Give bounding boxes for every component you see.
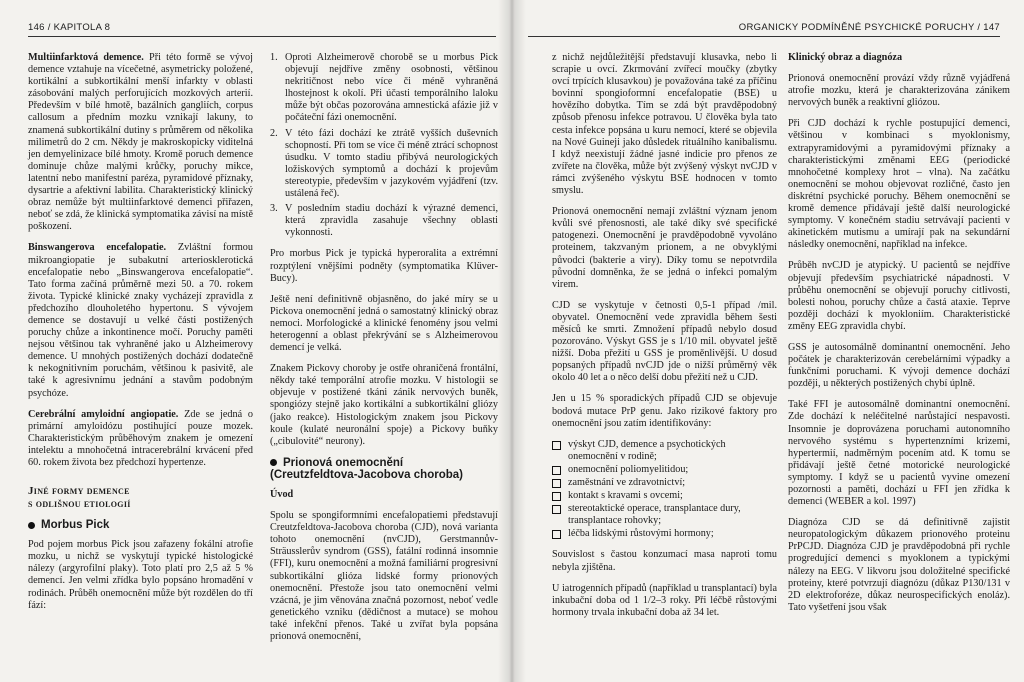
list-item	[270, 203, 498, 239]
right-header-rule	[528, 36, 1000, 37]
risk-factor-list	[552, 439, 777, 541]
list-item	[552, 439, 777, 463]
paragraph-scrapie: z nichž nejdůležitější představují klusavka, nebo li scrapie u ovcí. Zkrmování zvířecí moučky (zbytky ovcí trpících klusavkou) je považována také za příčinu bovinní spongioformní encefalopatie (BSE) u hovězího dobytka. Tím se zdá být pravděpodobný způsob přenosu infekce potravou. U člověka byla tato cesta infekce popsána u kuru nemocí, které se objevila na Nové Guineji jako důsledek rituálního kanibalismu. I když neexistují žádné jasné indicie pro přenos ze zvířete na člověka, může být zvýšený výskyt nvCJD v rámci zvýšeného výskytu BSE hodnocen v tomto smyslu.	[552, 52, 777, 197]
paragraph-atrophy: Znakem Pickovy choroby je ostře ohraničená frontální, někdy také temporální atrofie mozku. V histologii se objevuje v postižené tkáni zánik nervových buněk, spongiózy stejně jako kortikální a subkortikální gliózy (jako reakce). Histologickým znakem jsou Pickovy koule (kulaté neuronální spoje) a Pickovy buňky („cibulovité“ neurony).	[270, 363, 498, 447]
sub-heading-clinical: Klinický obraz a diagnóza	[788, 52, 903, 63]
section-heading-line-2: s odlišnou etiologií	[28, 498, 131, 511]
section-heading-line-1: Jiné formy demence	[28, 485, 130, 498]
paragraph-nvcjd-course: Průběh nvCJD je atypický. U pacientů se nejdříve objevují především psychiatrické nápadnosti. V průběhu onemocnění se objevují poruchy citlivosti, bolesti nohou, poruchy chůze a častá ataxie. Teprve později dochází k myokloniím. Charakteristické změny EEG zpravidla chybí.	[788, 260, 1010, 332]
paragraph-iatrogenic: U iatrogenních případů (například u transplantací) byla inkubační doba od 1 1/2–3 roky. Při léčbě růstovými hormony trvala inkubační doba až 34 let.	[552, 582, 777, 618]
paragraph-heterogeneity: Ještě není definitivně objasněno, do jaké míry se u Pickova onemocnění jedná o samostatný klinický obraz nemoci. Morfologické a klinické fenomény jsou velmi heterogenní a oblast překrývání se s Alzheimerovou demencí je velká.	[270, 293, 498, 354]
paragraph-prion-pathogenesis: Prionová onemocnění nemají zvláštní význam jenom kvůli své přenosnosti, ale také díky své specifické patogenezi. Onemocnění je pravděpodobně vyvoláno proteinem, takzvaným prionem, a ne obvyklými původci (bakterie a viry). Díky tomu se nepotvrdila původní domněnka, že se jedná o infekci pomalým virem.	[552, 206, 777, 290]
left-page-header: 146 / KAPITOLA 8	[28, 22, 111, 33]
list-text: V posledním stadiu dochází k výrazné demenci, která zpravidla zasahuje všechny oblasti vykonnosti.	[285, 203, 498, 239]
list-item	[552, 490, 777, 502]
paragraph-cjd-course: Při CJD dochází k rychle postupující demenci, většinou v kombinaci s myoklonismy, extrapyramidovými a pyramidovými příznaky a charakteristickými změnami EEG (periodické mnohočetné komplexy hrot – vlna). Na začátku onemocnění se mohou objevovat rozličné, často jen diskrétní psychické poruchy. Během onemocnění se kromě demence přidávají ještě další neurologické symptomy. V konečném stadiu setrvávají pacienti v akinetickém mutismu a umírají pak na sekundární následky onemocnění, například na infekce.	[788, 118, 1010, 251]
term-amyloid: Cerebrální amyloidní angiopatie.	[28, 408, 179, 420]
list-text: zaměstnání ve zdravotnictví;	[568, 477, 686, 488]
list-item	[552, 528, 777, 540]
checkbox-square-icon	[552, 492, 561, 501]
right-column-2	[788, 52, 1010, 623]
list-text: výskyt CJD, demence a psychotických onemocnění v rodině;	[568, 438, 726, 462]
pick-phases-list	[270, 52, 498, 239]
left-column-2	[270, 52, 498, 652]
list-text: onemocnění poliomyelitidou;	[568, 463, 689, 475]
list-text: léčba lidskými růstovými hormony;	[568, 528, 714, 540]
right-page-header: ORGANICKY PODMÍNĚNÉ PSYCHICKÉ PORUCHY / 147	[738, 22, 1000, 33]
paragraph-ffi: Také FFI je autosomálně dominantní onemocnění. Zde dochází k neléčitelné narůstající nespavosti. Insomnie je doprovázena poruchami autonomního nervového systému s hypertenzními krizemi, hypertermií, nadměrným pocením atd. K tomu se přidávají ještě četné motorické neurologické symptomy. I když se u pacientů vyvine omezení pozornosti a paměti, dochází u FFI jen zřídka k demenci (WEBER a kol. 1997)	[788, 399, 1010, 508]
paragraph-text: Zde se jedná o primární amyloidózu postihující pouze mozek. Charakteristickým průběhovým znakem je omezení intelektu a mnohočetná intracerebrální krvácení před 60. rokem života bez předchozí hypertenze.	[28, 408, 254, 468]
checkbox-square-icon	[552, 505, 561, 514]
checkbox-square-icon	[552, 479, 561, 488]
bullet-heading-text: Morbus Pick	[41, 519, 110, 532]
paragraph-text: Zvláštní formou mikroangiopatie je subakutní arteriosklerotická encefalopatie nebo „Binswangerova encefalopatie“. Tato forma začíná průměrně mezi 50. a 70. rokem života. Typické klinické znaky vycházejí zpravidla z předchozího dlouholetého hypertonu. S vývojem demence se dostavují u velké části postižených poruchy chůze a inkontinence močí. Poruchy paměti nejsou většinou tak vyhraněné jako u Alzheimerovy demence. U mnohých postižených dochází dodatečně k nekognitivním poruchám, většinou k pasivitě, ale také k agresivnímu jednání a stavům podobným psychóze.	[28, 242, 253, 399]
left-column-1	[28, 52, 253, 621]
list-text: stereotaktické operace, transplantace dury, transplantace rohovky;	[568, 503, 741, 527]
checkbox-square-icon	[552, 530, 561, 539]
checkbox-square-icon	[552, 466, 561, 475]
paragraph-risk-factors: Jen u 15 % sporadických případů CJD se objevuje bodová mutace PrP genu. Jako rizikové faktory pro onemocnění jsou zatím identifikovány:	[552, 393, 777, 429]
paragraph-multiinfarct	[28, 52, 253, 233]
bullet-heading-text: Prionová onemocnění	[283, 456, 404, 469]
paragraph-text: Při této formě se vývoj demence vztahuje na vícečetné, asymetricky položené, kortikální a subkortikální menší infarkty v oblasti zásobování malých perforujících mozkových arterií. Především v bílé hmotě, bazálních gangliích, corpus callosum a předním mozku vznikají lakuny, to znamená subkortikální dutiny s průměrem od několika milimetrů do 2 cm. Někdy je makroskopicky viditelná jen demyelinizace bílé hmoty. Kromě poruch demence dominuje chůze malými krůčky, poruchy mikce, latentní nebo manifestní paréza, pyramidové příznaky, dysartrie a afektivní labilita. Charakteristický klinický obraz nemůže být multiinfarktové demenci přiřazen, neboť se zdá, že klinická symptomatika závisí na místě poškození.	[28, 52, 253, 233]
bullet-dot-icon	[28, 522, 35, 529]
term-multiinfarct: Multiinfarktová demence.	[28, 52, 144, 63]
paragraph-prion-intro: Spolu se spongiformními encefalopatiemi představují Creutzfeldtova-Jacobova choroba (CJD), nová varianta tohoto onemocnění (nvCJD), Gerstmannův-Sträusslerův syndrom (GSS), fatální rodinná insomnie (FFI), kuru onemocnění a možná familiární progresivní subkortikální glióza lidské formy prionových onemocnění. Přestože jsou tato onemocnění velmi vzácná, je jim věnována značná pozornost, neboť vedle genetického vzniku (dědičnost a mutace) se mohou také infekční přenos. Také u zvířat byla popsána prionová onemocnění,	[270, 510, 498, 643]
list-item	[552, 464, 777, 476]
term-binswanger: Binswangerova encefalopatie.	[28, 242, 167, 254]
paragraph-hyperorality: Pro morbus Pick je typická hyperoralita a extrémní rozptýlení vnějšími podněty (symptomatika Klüver-Bucy).	[270, 248, 498, 284]
list-number: 2.	[270, 127, 278, 139]
paragraph-amyloid	[28, 409, 253, 469]
right-column-1	[552, 52, 777, 628]
paragraph-incidence: CJD se vyskytuje v četnosti 0,5-1 případ /mil. obyvatel. Onemocnění vede zpravidla během šesti měsíců ke smrti. Zmnožení případů nebylo dosud pozorováno. Výskyt GSS je s 1/10 mil. obyvatel ještě nižší. Doba přežití u GSS je proměnlivější. U dosud popsaných případů nvCJD jde o nižší průměrný věk okolo 40 let a o něco delší dobu přežití než u CJD.	[552, 299, 777, 384]
list-item	[270, 128, 498, 201]
paragraph-pick-intro: Pod pojem morbus Pick jsou zařazeny fokální atrofie mozku, u nichž se vyskytují typické histologické nálezy (argyrofilní plaky). Toto platí pro 2,5 až 5 % demencí. Jen velmi zřídka bylo popsáno hromadění v rodinách. Průběh onemocnění může být rozdělen do tří fází:	[28, 539, 253, 611]
list-text: Oproti Alzheimerově chorobě se u morbus Pick objevují nejdříve změny osobnosti, většinou nekritičnost nebo více či méně vyhraněná lhostejnost k okolí. Při účasti temporálního laloku může být občas pozorována amnestická afázie již v počáteční fázi onemocnění.	[285, 52, 498, 124]
bullet-heading-subtext: (Creutzfeldtova-Jacobova choroba)	[270, 468, 463, 481]
list-item	[552, 503, 777, 527]
bullet-heading-prion	[270, 457, 498, 481]
section-heading-other-dementias	[28, 485, 253, 511]
right-page	[512, 0, 1024, 682]
list-number: 3.	[270, 203, 278, 215]
paragraph-binswanger	[28, 242, 253, 399]
list-item	[552, 477, 777, 489]
list-number: 1.	[270, 52, 278, 63]
paragraph-gss: GSS je autosomálně dominantní onemocnění. Jeho počátek je charakterizován cerebelárními výpadky a funkčními poruchami. K vývoji demence dochází později, u některých postižených chybí úplně.	[788, 341, 1010, 390]
list-text: kontakt s kravami s ovcemi;	[568, 490, 683, 502]
bullet-heading-pick	[28, 519, 253, 531]
bullet-dot-icon	[270, 459, 277, 466]
left-header-rule	[28, 36, 496, 37]
sub-heading-intro: Úvod	[270, 489, 294, 500]
list-text: V této fázi dochází ke ztrátě vyšších duševních schopností. Při tom se více či méně ztrácí schopnost úsudku. V tomto stadiu přibývá neurologických ložiskových symptomů a dochází k projevům stereotypie, především v jazykovém vyjádření (tzv. ustálená řeč).	[285, 127, 498, 200]
paragraph-diagnosis: Diagnóza CJD se dá definitivně zajistit neuropatologickým důkazem prionového proteinu PrPCJD. Diagnóza CJD je pravděpodobná při rychle progredující demenci s myoklonem a typickými nálezy na EEG. V likvoru jsou doložitelné specifické proteiny, které potvrzují diagnózu (důkaz P130/131 v 2D elektroforéze, důkaz neurospecifických enoláz). Tato vyšetření jsou však	[788, 517, 1010, 613]
paragraph-atrophy-general: Prionová onemocnění provází vždy různě vyjádřená atrofie mozku, která je charakterizována zánikem nervových buněk a reaktivní gliózou.	[788, 73, 1010, 109]
checkbox-square-icon	[552, 441, 561, 450]
paragraph-meat: Souvislost s častou konzumací masa naproti tomu nebyla zjištěna.	[552, 549, 777, 573]
list-item	[270, 52, 498, 125]
